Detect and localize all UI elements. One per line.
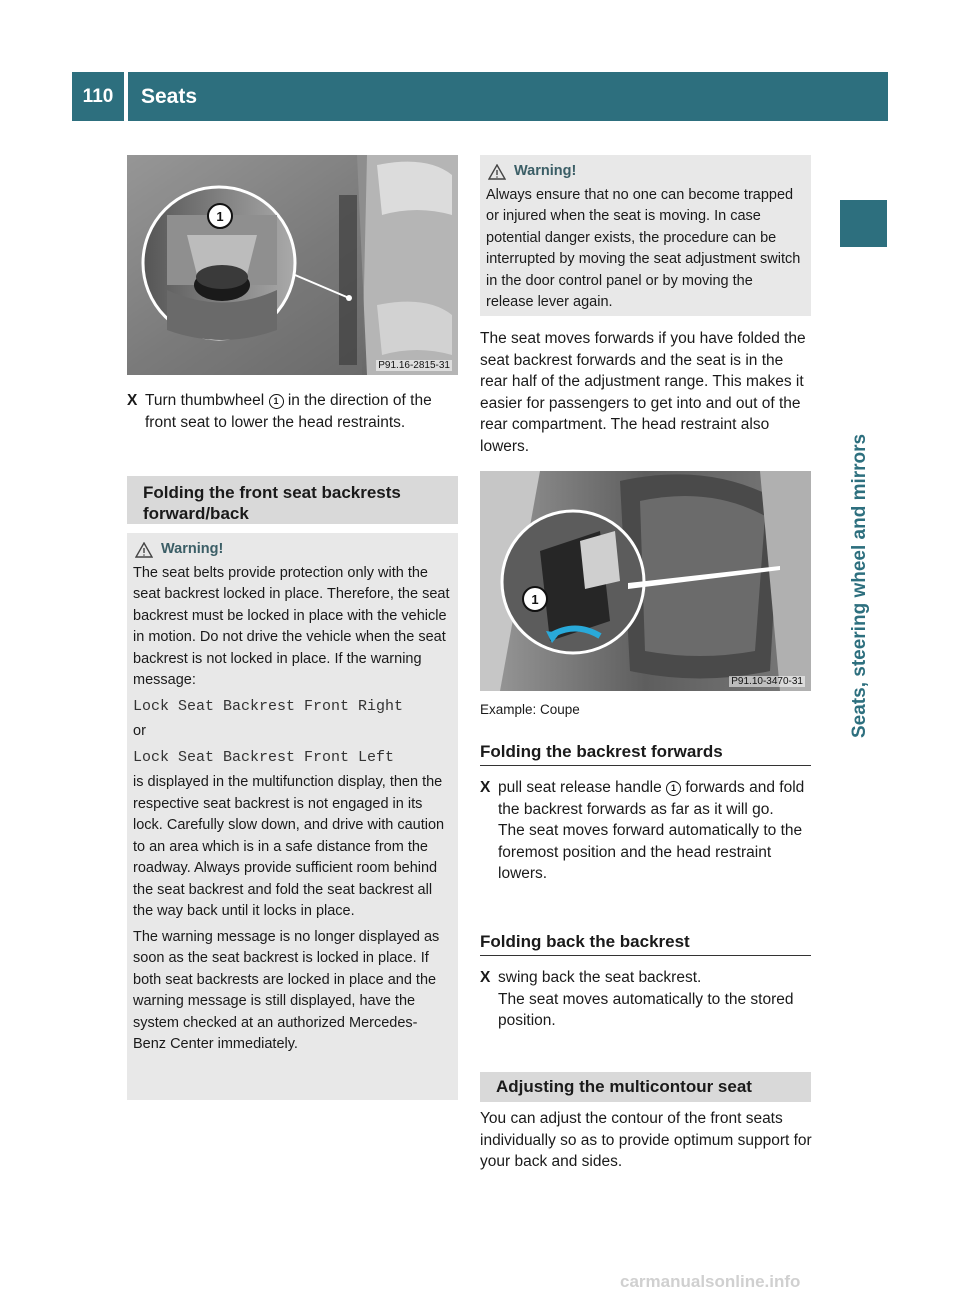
figure-caption: Example: Coupe	[480, 702, 580, 717]
figure-thumbwheel-code: P91.16-2815-31	[378, 360, 450, 371]
step-marker-icon: X	[480, 779, 491, 796]
warning-triangle-icon	[135, 542, 153, 558]
warning-message-left: Lock Seat Backrest Front Left	[133, 748, 395, 766]
figure-release-handle-illustration	[480, 471, 811, 691]
section-heading-multicontour: Adjusting the multicontour seat	[480, 1072, 811, 1102]
warning-paragraph: Always ensure that no one can become trapped or injured when the seat is moving. In case potential danger exists, the procedure can be interrupted by moving the seat adjustment switch in the door control panel or by moving the release lever again.	[486, 186, 801, 310]
step-text-main: swing back the seat backrest.	[498, 969, 702, 986]
section-heading-folding-backrests: Folding the front seat backrests forward/back	[127, 476, 458, 524]
subheading-folding-back: Folding back the backrest	[480, 932, 811, 956]
step-text	[498, 967, 814, 1032]
multicontour-paragraph: You can adjust the contour of the front seats individually so as to provide optimum support for your back and sides.	[480, 1110, 812, 1170]
warning-title	[133, 539, 450, 561]
warning-paragraph: The warning message is no longer displayed as soon as the seat backrest is locked in place. If both seat backrests are locked in place and the warning message is still displayed, have the system checked at an authorized Mercedes-Benz Center immediately.	[133, 928, 440, 1052]
chapter-label	[820, 258, 907, 778]
callout-1-icon: 1	[666, 781, 681, 796]
figure-release-handle	[480, 471, 811, 691]
callout-1-icon: 1	[269, 394, 284, 409]
step-text-pre: pull seat release handle	[498, 779, 662, 796]
warning-triangle-icon	[488, 164, 506, 180]
warning-box-seat-moving	[480, 155, 811, 316]
figure-thumbwheel-callout: 1	[207, 203, 233, 229]
chapter-label-text: Seats, steering wheel and mirrors	[849, 433, 870, 738]
figure-release-handle-code: P91.10-3470-31	[731, 676, 803, 687]
warning-title-text: Warning!	[161, 541, 224, 557]
page-number: 110	[72, 72, 124, 121]
warning-or: or	[133, 723, 146, 739]
step-marker-icon: X	[127, 392, 138, 409]
step-result: The seat moves forward automatically to the foremost position and the head restraint lowers.	[498, 822, 803, 882]
warning-paragraph: is displayed in the multifunction display, then the respective seat backrest is not engaged in its lock. Carefully slow down, and drive with caution to an area which is in a safe distance from the roadway. Always provide sufficient room behind the seat backrest and fold the seat backrest all the way back until it locks in place.	[133, 774, 445, 919]
warning-paragraph: The seat belts provide protection only with the seat backrest locked in place. Therefore, the seat backrest must be locked in place with the vehicle in motion. Do not drive the vehicle when the seat backrest is not locked in place. If the warning message:	[133, 564, 450, 688]
warning-message-right: Lock Seat Backrest Front Right	[133, 697, 404, 715]
step-result: The seat moves automatically to the stored position.	[498, 990, 794, 1029]
figure-thumbwheel	[127, 155, 458, 375]
warning-box-backrest	[127, 533, 458, 1100]
subheading-folding-forwards: Folding the backrest forwards	[480, 742, 811, 766]
warning-title	[486, 161, 803, 183]
page-title: Seats	[128, 72, 888, 121]
step-marker-icon: X	[480, 969, 491, 986]
step-text	[498, 777, 814, 885]
figure-thumbwheel-illustration	[127, 155, 458, 375]
intro-paragraph: The seat moves forwards if you have folded the seat backrest forwards and the seat is in the rear half of the adjustment range. This makes it easier for passengers to get into and out of the rear compartment. The head restraint also lowers.	[480, 330, 806, 455]
chapter-tab	[840, 200, 887, 247]
step-text-post: forwards and fold the backrest forwards as far as it will go.	[498, 779, 805, 818]
figure-release-handle-callout: 1	[522, 586, 548, 612]
warning-title-text: Warning!	[514, 163, 577, 179]
step-text	[145, 390, 461, 433]
footer-watermark: carmanualsonline.info	[620, 1272, 801, 1291]
step-text-post: in the direction of the front seat to lower the head restraints.	[145, 392, 432, 431]
step-text-pre: Turn thumbwheel	[145, 392, 265, 409]
